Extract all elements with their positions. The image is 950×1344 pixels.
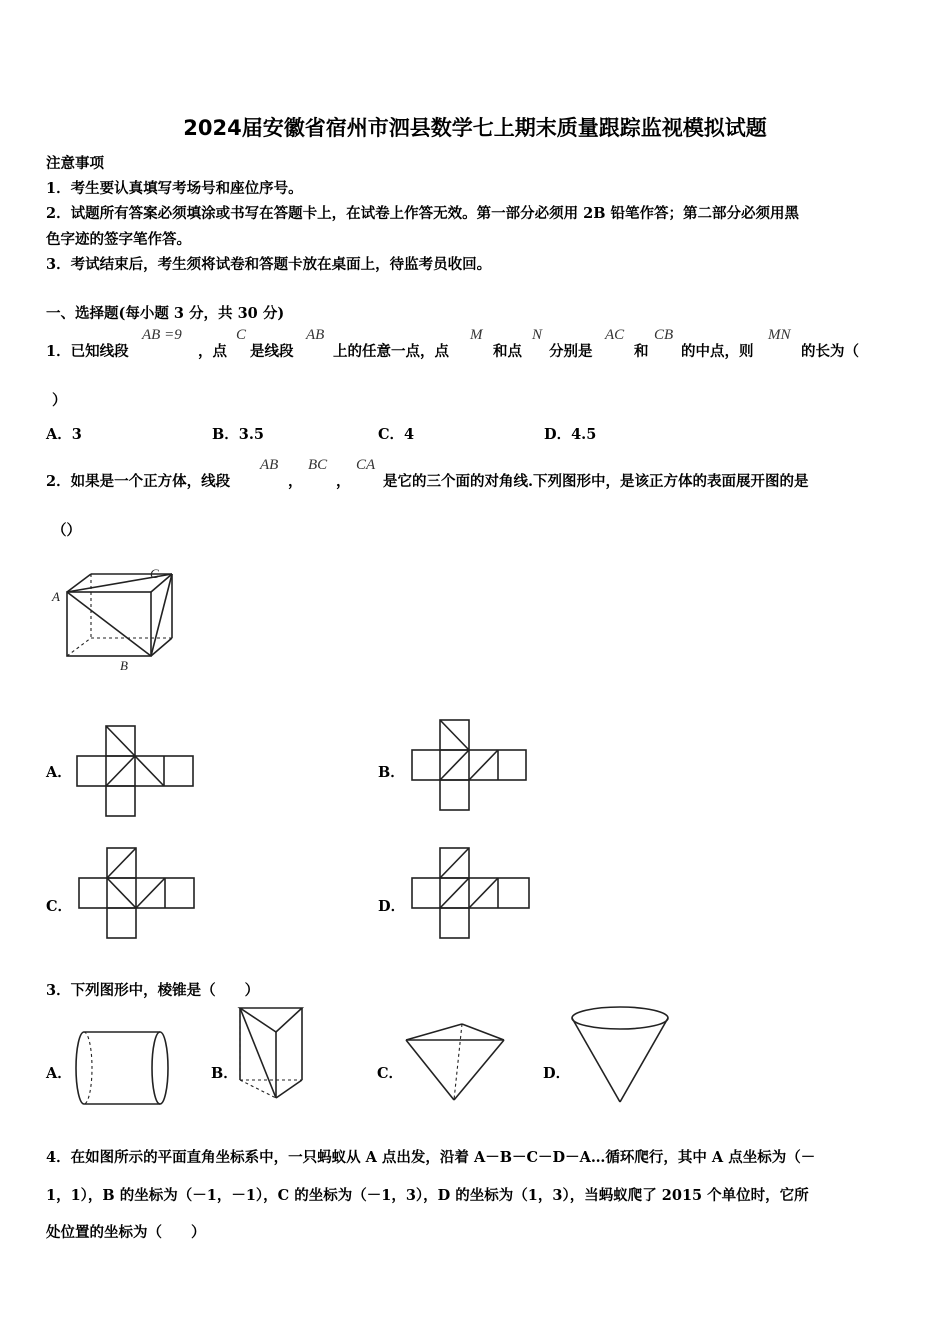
page-title: 2024届安徽省宿州市泗县数学七上期末质量跟踪监视模拟试题 xyxy=(183,116,767,140)
cube-label-b: B xyxy=(120,658,128,673)
cube-label-c: C xyxy=(150,566,159,581)
q2-paren: （） xyxy=(52,522,81,539)
q2-option-b[interactable]: B． xyxy=(378,764,405,781)
q1-math: M xyxy=(470,327,483,343)
q1-option-c[interactable]: C．4 xyxy=(378,426,415,443)
q1-math: MN xyxy=(768,327,791,343)
q1-option-d[interactable]: D．4.5 xyxy=(544,426,597,443)
q3-option-d[interactable]: D． xyxy=(543,1065,571,1082)
q1-math: CB xyxy=(654,327,674,343)
q1-math: N xyxy=(532,327,543,343)
q2-math: BC xyxy=(308,457,328,473)
q1-option-a[interactable]: A．3 xyxy=(46,426,82,443)
pyramid-figure xyxy=(404,1020,508,1104)
q1-math: C xyxy=(236,327,247,343)
q1-text: 1．已知线段 xyxy=(46,343,129,360)
q4-line-1: 4．在如图所示的平面直角坐标系中，一只蚂蚁从 A 点出发，沿着 A－B－C－D－A…循环爬行，其中 A 点坐标为（－ xyxy=(46,1149,816,1166)
q2-math: AB xyxy=(260,457,279,473)
cube-figure xyxy=(44,560,174,680)
q1-math: AC xyxy=(605,327,625,343)
note-item-1: 1．考生要认真填写考场号和座位序号。 xyxy=(46,180,303,197)
q1-text: 分别是 xyxy=(549,343,593,360)
q2-option-a[interactable]: A． xyxy=(46,764,72,781)
cylinder-figure xyxy=(70,1028,174,1108)
q4-line-2: 1，1），B 的坐标为（－1，－1），C 的坐标为（－1，3），D 的坐标为（1，3），当蚂蚁爬了 2015 个单位时，它所 xyxy=(46,1187,809,1204)
q3-option-b[interactable]: B． xyxy=(211,1065,238,1082)
cube-label-a: A xyxy=(52,589,60,604)
q1-math: AB xyxy=(306,327,325,343)
notes-heading: 注意事项 xyxy=(46,155,104,172)
q3-option-a[interactable]: A． xyxy=(46,1065,72,1082)
q4-line-3: 处位置的坐标为（ ） xyxy=(46,1224,206,1241)
q2-text: 2．如果是一个正方体，线段 xyxy=(46,473,231,490)
cone-figure xyxy=(570,1006,672,1106)
note-item-3: 3．考试结束后，考生须将试卷和答题卡放在桌面上，待监考员收回。 xyxy=(46,256,492,273)
q1-math: AB =9 xyxy=(142,327,182,343)
q1-text: 和 xyxy=(634,343,649,360)
q2-option-c[interactable]: C． xyxy=(46,898,73,915)
net-c-figure xyxy=(78,846,198,940)
q1-text: 上的任意一点，点 xyxy=(333,343,449,360)
section-heading: 一、选择题(每小题 3 分，共 30 分) xyxy=(46,305,285,322)
q1-text: 和点 xyxy=(493,343,522,360)
q2-text: 是它的三个面的对角线.下列图形中，是该正方体的表面展开图的是 xyxy=(383,473,809,490)
q1-text: ，点 xyxy=(198,343,227,360)
q2-comma: ， xyxy=(336,473,351,490)
net-d-figure xyxy=(410,846,530,940)
q3-option-c[interactable]: C． xyxy=(377,1065,404,1082)
note-item-2-cont: 色字迹的签字笔作答。 xyxy=(46,231,191,248)
note-item-2: 2．试题所有答案必须填涂或书写在答题卡上，在试卷上作答无效。第一部分必须用 2B 铅笔作答；第二部分必须用黑 xyxy=(46,205,800,222)
net-a-figure xyxy=(74,724,194,818)
q1-option-b[interactable]: B．3.5 xyxy=(212,426,264,443)
prism-figure xyxy=(236,1006,308,1102)
q1-close-paren: ） xyxy=(52,392,67,409)
q3-stem: 3．下列图形中，棱锥是（ ） xyxy=(46,982,260,999)
q2-option-d[interactable]: D． xyxy=(378,898,406,915)
q2-math: CA xyxy=(356,457,376,473)
q2-comma: ， xyxy=(288,473,303,490)
net-b-figure xyxy=(410,718,530,812)
q1-text: 的中点，则 xyxy=(681,343,754,360)
q1-text: 是线段 xyxy=(250,343,294,360)
q1-text: 的长为（ xyxy=(801,343,859,360)
